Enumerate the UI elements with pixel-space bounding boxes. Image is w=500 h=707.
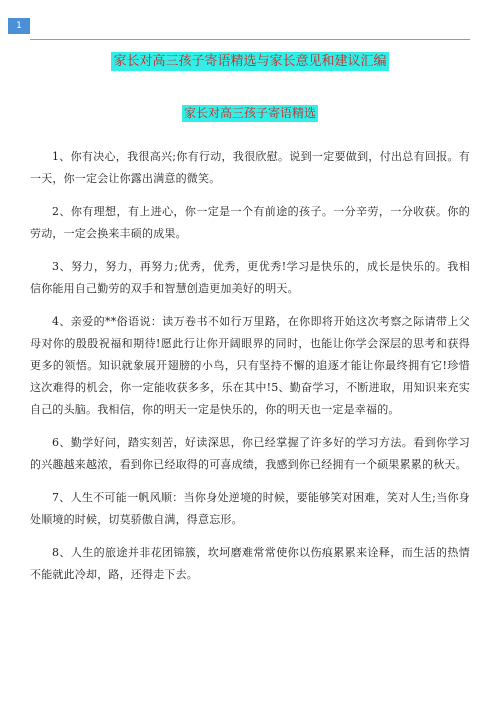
paragraph-7: 7、人生不可能一帆风顺：当你身处逆境的时候，要能够笑对困难，笑对人生;当你身处顺境的时候，切莫骄傲自满，得意忘形。 xyxy=(30,491,470,526)
paragraph-8: 8、人生的旅途并非花团锦簇，坎坷磨难常常使你以伤痕累累来诠释，而生活的热情不能就此冷却，路，还得走下去。 xyxy=(30,546,470,581)
header-divider xyxy=(30,39,470,40)
paragraph-6: 6、勤学好问，踏实刻苦，好读深思，你已经掌握了许多好的学习方法。看到你学习的兴趣越来越浓，看到你已经取得的可喜成绩，我感到你已经拥有一个硕果累累的秋天。 xyxy=(30,436,470,471)
page-header xyxy=(0,10,500,40)
document-body xyxy=(30,146,470,597)
page-number-badge: 1 xyxy=(8,18,30,34)
section-title: 家长对高三孩子寄语精选 xyxy=(183,106,316,120)
paragraph-4: 4、亲爱的**俗语说：读万卷书不如行万里路，在你即将开始这次考察之际请带上父母对你的殷殷祝福和期待!愿此行让你开阔眼界的同时，也能让你学会深层的思考和获得更多的领悟。知识就象展开翅膀的小鸟，只有坚持不懈的追逐才能让你最终拥有它!珍惜这次难得的机会，你一定能收获多多，乐在其中!5、勤奋学习，不断进取，用知识来充实自己的头脑。我相信，你的明天一定是快乐的，你的明天也一定是幸福的。 xyxy=(30,315,470,416)
paragraph-1: 1、你有决心，我很高兴;你有行动，我很欣慰。说到一定要做到，付出总有回报。有一天，你一定会让你露出满意的微笑。 xyxy=(30,150,470,185)
paragraph-2: 2、你有理想，有上进心，你一定是一个有前途的孩子。一分辛劳，一分收获。你的劳动，一定会换来丰硕的成果。 xyxy=(30,205,470,240)
subtitle-block xyxy=(0,102,500,122)
title-block xyxy=(0,50,500,71)
document-title: 家长对高三孩子寄语精选与家长意见和建议汇编 xyxy=(113,54,387,69)
paragraph-3: 3、努力，努力，再努力;优秀，优秀，更优秀!学习是快乐的，成长是快乐的。我相信你能用自己勤劳的双手和智慧创造更加美好的明天。 xyxy=(30,260,470,295)
